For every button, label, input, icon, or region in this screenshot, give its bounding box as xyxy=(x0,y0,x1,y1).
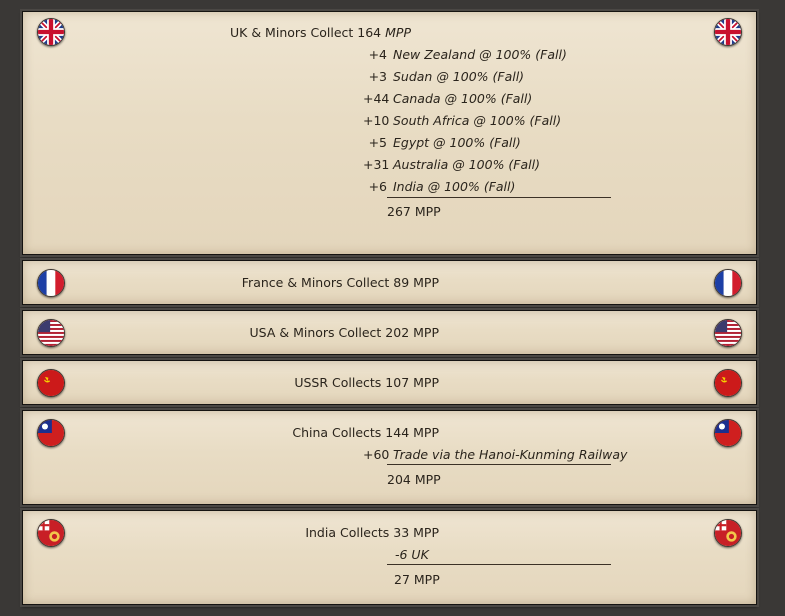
uk-collect-unit: MPP xyxy=(385,25,411,40)
france-collect-title: France & Minors Collect 89 MPP xyxy=(241,275,439,290)
sum-divider xyxy=(387,197,611,198)
uk-contrib-sudan xyxy=(363,69,524,84)
contrib-amount: +6 xyxy=(368,179,387,194)
contrib-amount: +4 xyxy=(368,47,387,62)
usa-panel xyxy=(22,310,757,355)
india-panel xyxy=(22,510,757,605)
india-collect-title: India Collects 33 MPP xyxy=(305,525,439,540)
india-contrib-uk xyxy=(395,547,429,562)
france-panel xyxy=(22,260,757,305)
uk-collect-title xyxy=(23,25,411,40)
contrib-amount: +60 xyxy=(363,447,390,462)
uk-flag-icon xyxy=(714,18,742,46)
uk-contrib-nz xyxy=(363,47,567,62)
uk-contrib-south-africa xyxy=(363,113,561,128)
uk-contrib-canada xyxy=(363,91,532,106)
china-panel xyxy=(22,410,757,505)
uk-collect-text: UK & Minors Collect 164 xyxy=(230,25,382,40)
contrib-amount: +3 xyxy=(368,69,387,84)
contrib-desc: New Zealand @ 100% (Fall) xyxy=(392,47,567,62)
ussr-collect-title: USSR Collects 107 MPP xyxy=(294,375,439,390)
contrib-desc: -6 UK xyxy=(395,547,429,562)
contrib-amount: +31 xyxy=(363,157,390,172)
contrib-amount: +10 xyxy=(363,113,390,128)
sum-divider xyxy=(387,564,611,565)
contrib-amount: +5 xyxy=(368,135,387,150)
uk-contrib-india xyxy=(363,179,515,194)
contrib-desc: South Africa @ 100% (Fall) xyxy=(392,113,562,128)
china-collect-title: China Collects 144 MPP xyxy=(292,425,439,440)
contrib-desc: Trade via the Hanoi-Kunming Railway xyxy=(392,447,628,462)
uk-contrib-australia xyxy=(363,157,540,172)
india-flag-icon xyxy=(714,519,742,547)
ussr-flag-icon xyxy=(714,369,742,397)
ussr-panel xyxy=(22,360,757,405)
china-flag-icon xyxy=(714,419,742,447)
china-contrib-trade xyxy=(363,447,627,462)
india-total: 27 MPP xyxy=(394,572,440,587)
usa-collect-title: USA & Minors Collect 202 MPP xyxy=(249,325,439,340)
contrib-desc: India @ 100% (Fall) xyxy=(392,179,516,194)
china-total: 204 MPP xyxy=(387,472,441,487)
contrib-desc: Australia @ 100% (Fall) xyxy=(392,157,540,172)
france-flag-icon xyxy=(714,269,742,297)
contrib-desc: Egypt @ 100% (Fall) xyxy=(392,135,521,150)
uk-total: 267 MPP xyxy=(387,204,441,219)
uk-panel xyxy=(22,11,757,255)
uk-contrib-egypt xyxy=(363,135,521,150)
contrib-amount: +44 xyxy=(363,91,390,106)
contrib-desc: Sudan @ 100% (Fall) xyxy=(392,69,525,84)
contrib-desc: Canada @ 100% (Fall) xyxy=(392,91,533,106)
sum-divider xyxy=(387,464,611,465)
usa-flag-icon xyxy=(714,319,742,347)
